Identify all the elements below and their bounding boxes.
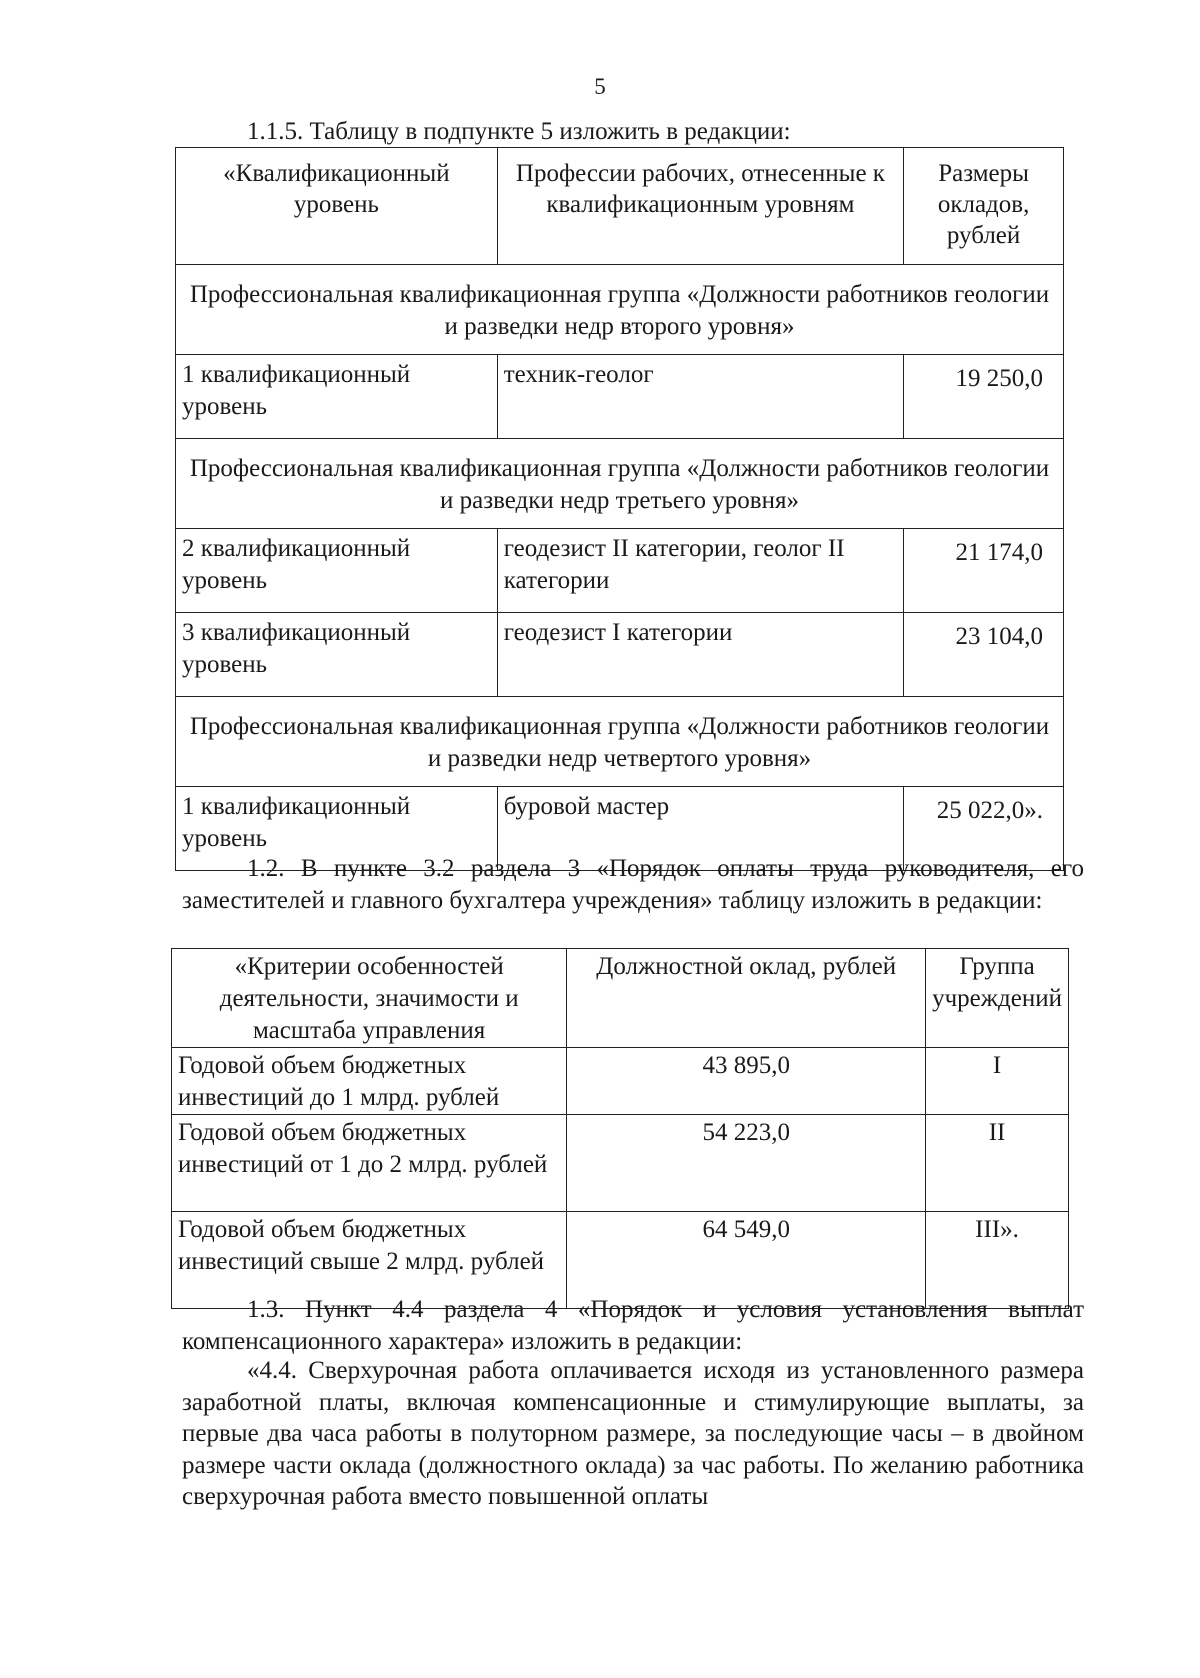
- profession-cell: буровой мастер: [497, 787, 903, 871]
- table-row: [176, 613, 1064, 697]
- criteria-cell: Годовой объем бюджетных инвестиций от 1 до 2 млрд. рублей: [172, 1115, 567, 1212]
- group-cell: I: [926, 1048, 1069, 1115]
- criteria-cell: Годовой объем бюджетных инвестиций до 1 млрд. рублей: [172, 1048, 567, 1115]
- criteria-cell: Годовой объем бюджетных инвестиций свыше 2 млрд. рублей: [172, 1212, 567, 1309]
- header-qualification-level: «Квалификационный уровень: [176, 148, 498, 265]
- header-criteria: «Критерии особенностей деятельности, значимости и масштаба управления: [172, 949, 567, 1048]
- group-title: Профессиональная квалификационная группа «Должности работников геологии и разведки недр второго уровня»: [176, 265, 1064, 355]
- level-cell: 1 квалификационный уровень: [176, 787, 498, 871]
- page-number: 5: [594, 74, 606, 99]
- management-salary-table: [171, 948, 1069, 1309]
- salary-cell: 54 223,0: [567, 1115, 926, 1212]
- group-row: [176, 265, 1064, 355]
- paragraph-1-3: 1.3. Пункт 4.4 раздела 4 «Порядок и условия установления выплат компенсационного характера» изложить в редакции:: [182, 1296, 1084, 1355]
- group-title: Профессиональная квалификационная группа «Должности работников геологии и разведки недр третьего уровня»: [176, 439, 1064, 529]
- group-row: [176, 439, 1064, 529]
- group-title: Профессиональная квалификационная группа «Должности работников геологии и разведки недр четвертого уровня»: [176, 697, 1064, 787]
- salary-cell: 64 549,0: [567, 1212, 926, 1309]
- level-cell: 1 квалификационный уровень: [176, 355, 498, 439]
- profession-cell: техник-геолог: [497, 355, 903, 439]
- salary-cell: 19 250,0: [904, 355, 1064, 439]
- header-salary: Размеры окладов, рублей: [904, 148, 1064, 265]
- section-heading-1-1-5: 1.1.5. Таблицу в подпункте 5 изложить в редакции:: [247, 118, 791, 145]
- profession-cell: геодезист II категории, геолог II категории: [497, 529, 903, 613]
- table-header-row: [172, 949, 1069, 1048]
- header-official-salary: Должностной оклад, рублей: [567, 949, 926, 1048]
- header-professions: Профессии рабочих, отнесенные к квалификационным уровням: [497, 148, 903, 265]
- table-row: [176, 529, 1064, 613]
- salary-cell: 25 022,0».: [904, 787, 1064, 871]
- paragraph-4-4: «4.4. Сверхурочная работа оплачивается исходя из установленного размера заработной платы, включая компенсационные и стимулирующие выплаты, за первые два часа работы в полуторном размере, за последующие часы – в двойном размере части оклада (должностного оклада) за час работы. По желанию работника сверхурочная работа вместо повышенной оплаты: [182, 1357, 1084, 1510]
- profession-cell: геодезист I категории: [497, 613, 903, 697]
- header-institution-group: Группа учреждений: [926, 949, 1069, 1048]
- table-header-row: [176, 148, 1064, 265]
- level-cell: 3 квалификационный уровень: [176, 613, 498, 697]
- salary-cell: 23 104,0: [904, 613, 1064, 697]
- group-cell: II: [926, 1115, 1069, 1212]
- level-cell: 2 квалификационный уровень: [176, 529, 498, 613]
- group-cell: III».: [926, 1212, 1069, 1309]
- table-row: [176, 355, 1064, 439]
- table-row: [172, 1115, 1069, 1212]
- qualification-salary-table: [175, 147, 1064, 871]
- salary-cell: 43 895,0: [567, 1048, 926, 1115]
- salary-cell: 21 174,0: [904, 529, 1064, 613]
- table-row: [172, 1048, 1069, 1115]
- group-row: [176, 697, 1064, 787]
- paragraph-1-2: 1.2. В пункте 3.2 раздела 3 «Порядок оплаты труда руководителя, его заместителей и главного бухгалтера учреждения» таблицу изложить в редакции:: [182, 855, 1084, 914]
